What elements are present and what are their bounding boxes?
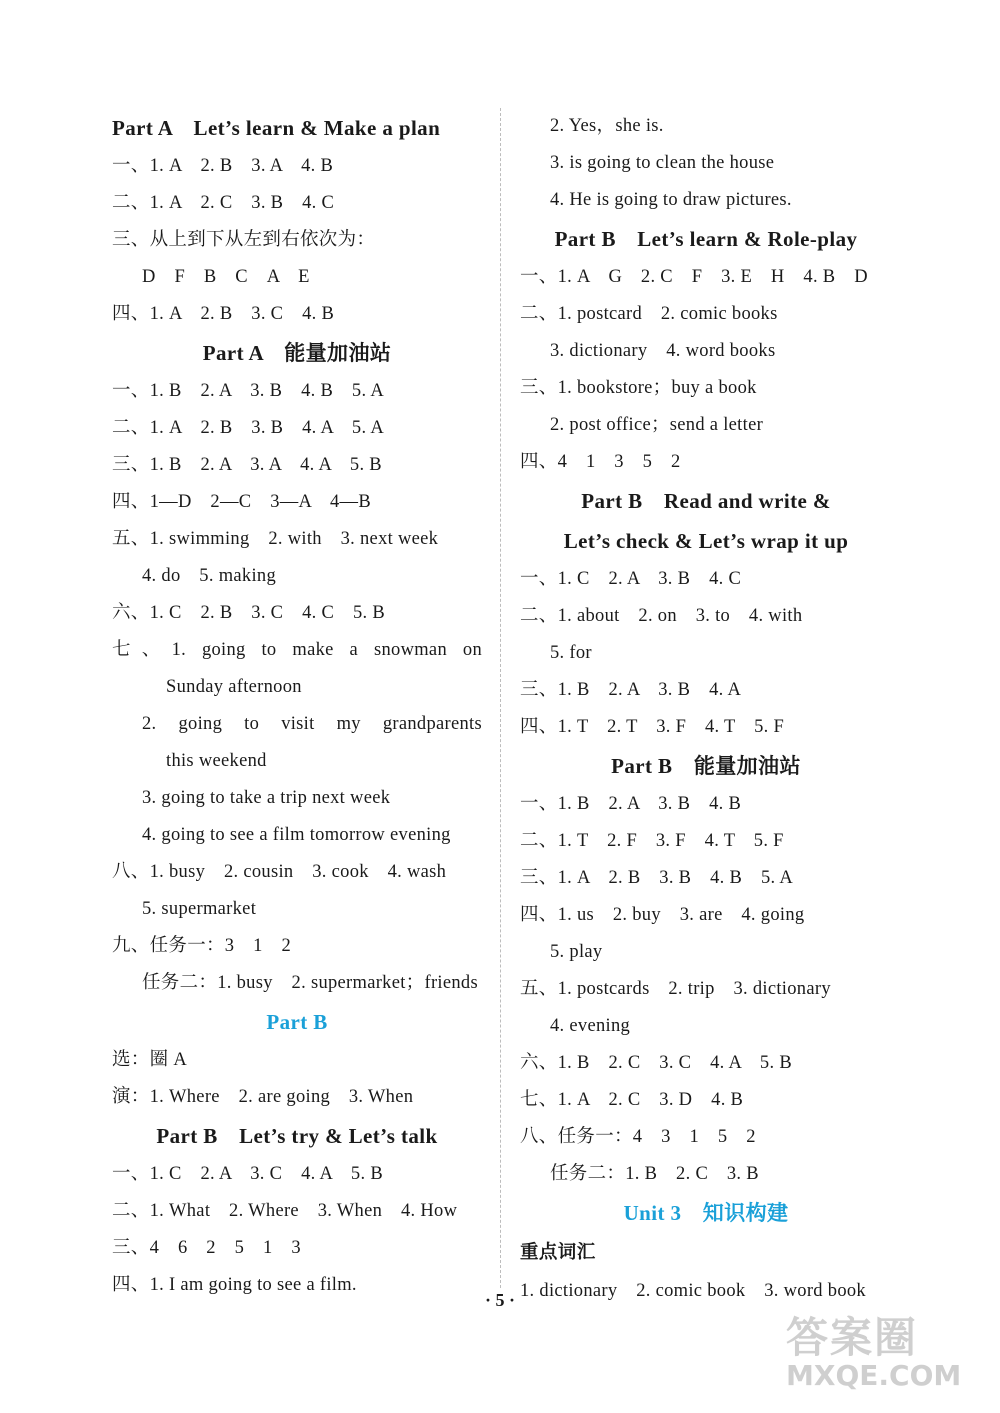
watermark-top-text: 答案圈: [786, 1313, 919, 1362]
answer-line: 三、1. B 2. A 3. A 4. A 5. B: [112, 455, 382, 475]
left-answer-column: [112, 108, 482, 1304]
section-heading: Part B: [266, 1010, 328, 1034]
answer-line: 3. is going to clean the house: [550, 153, 775, 173]
answer-line: 二、1. What 2. Where 3. When 4. How: [112, 1201, 458, 1221]
answer-line: 一、1. C 2. A 3. C 4. A 5. B: [112, 1164, 383, 1184]
answer-line: 五、1. postcards 2. trip 3. dictionary: [520, 979, 831, 999]
right-answer-column: [520, 108, 892, 1310]
section-heading: Part B 能量加油站: [611, 754, 801, 778]
answer-line: 三、1. B 2. A 3. B 4. A: [520, 680, 742, 700]
answer-line: 九、任务一：3 1 2: [112, 936, 292, 956]
section-heading: Unit 3 知识构建: [623, 1201, 789, 1225]
answer-line: 二、1. T 2. F 3. F 4. T 5. F: [520, 831, 784, 851]
answer-line: 3. going to take a trip next week: [142, 788, 391, 808]
section-heading: Let’s check & Let’s wrap it up: [563, 529, 849, 553]
answer-line: 一、1. A G 2. C F 3. E H 4. B D: [520, 267, 868, 287]
section-heading: Part B Let’s learn & Role-play: [554, 227, 858, 251]
answer-line: 三、1. A 2. B 3. B 4. B 5. A: [520, 868, 793, 888]
column-divider: [500, 108, 501, 1288]
answer-line: 四、1. us 2. buy 3. are 4. going: [520, 905, 805, 925]
site-watermark-logo: [786, 1305, 986, 1405]
answer-line: 5. supermarket: [142, 899, 257, 919]
answer-line: 四、4 1 3 5 2: [520, 452, 681, 472]
answer-line: 四、1. A 2. B 3. C 4. B: [112, 304, 335, 324]
answer-line: 二、1. A 2. B 3. B 4. A 5. A: [112, 418, 384, 438]
answer-line: 4. do 5. making: [142, 566, 276, 586]
answer-line: 5. for: [550, 643, 592, 663]
answer-line: 五、1. swimming 2. with 3. next week: [112, 529, 439, 549]
section-heading: Part B Read and write &: [581, 489, 831, 513]
answer-line: 四、1. T 2. T 3. F 4. T 5. F: [520, 717, 785, 737]
page-number: · 5 ·: [484, 1290, 515, 1310]
answer-line: 二、1. about 2. on 3. to 4. with: [520, 606, 803, 626]
section-heading: Part A 能量加油站: [202, 341, 392, 365]
answer-line: 七、1. A 2. C 3. D 4. B: [520, 1090, 744, 1110]
answer-line: 选：圈 A: [112, 1050, 187, 1070]
watermark-bottom-text: MXQE.COM: [786, 1359, 962, 1392]
answer-line: 三、从上到下从左到右依次为：: [112, 230, 376, 250]
answer-line: 一、1. B 2. A 3. B 4. B 5. A: [112, 381, 384, 401]
answer-line: 七、1. going to make a snowman on: [112, 640, 482, 660]
answer-line: 二、1. postcard 2. comic books: [520, 304, 778, 324]
answer-line: 2. Yes，she is.: [550, 116, 664, 136]
answer-line: 六、1. C 2. B 3. C 4. C 5. B: [112, 603, 385, 623]
section-heading: Part B Let’s try & Let’s talk: [156, 1124, 438, 1148]
answer-line: 4. going to see a film tomorrow evening: [142, 825, 451, 845]
answer-line: 4. evening: [550, 1016, 631, 1036]
answer-line: 2. going to visit my grandparents: [142, 714, 482, 734]
answer-line: 一、1. A 2. B 3. A 4. B: [112, 156, 334, 176]
answer-line: Sunday afternoon: [166, 677, 302, 697]
answer-line: 3. dictionary 4. word books: [550, 341, 776, 361]
answer-line: 六、1. B 2. C 3. C 4. A 5. B: [520, 1053, 792, 1073]
section-heading: 重点词汇: [520, 1243, 596, 1263]
answer-line: this weekend: [166, 751, 267, 771]
answer-line: D F B C A E: [142, 267, 310, 287]
answer-line: 一、1. B 2. A 3. B 4. B: [520, 794, 742, 814]
answer-line: 四、1. I am going to see a film.: [112, 1275, 357, 1295]
answer-line: 一、1. C 2. A 3. B 4. C: [520, 569, 742, 589]
answer-line: 4. He is going to draw pictures.: [550, 190, 792, 210]
answer-line: 演：1. Where 2. are going 3. When: [112, 1087, 414, 1107]
answer-line: 三、1. bookstore；buy a book: [520, 378, 757, 398]
answer-line: 八、1. busy 2. cousin 3. cook 4. wash: [112, 862, 447, 882]
answer-line: 八、任务一：4 3 1 5 2: [520, 1127, 756, 1147]
answer-line: 二、1. A 2. C 3. B 4. C: [112, 193, 335, 213]
answer-line: 2. post office；send a letter: [550, 415, 764, 435]
section-heading: Part A Let’s learn & Make a plan: [112, 116, 441, 140]
answer-line: 任务二：1. B 2. C 3. B: [550, 1164, 759, 1184]
answer-line: 三、4 6 2 5 1 3: [112, 1238, 301, 1258]
answer-line: 1. dictionary 2. comic book 3. word book: [520, 1281, 866, 1301]
answer-line: 四、1—D 2—C 3—A 4—B: [112, 492, 371, 512]
answer-line: 5. play: [550, 942, 603, 962]
answer-line: 任务二：1. busy 2. supermarket；friends: [142, 973, 478, 993]
